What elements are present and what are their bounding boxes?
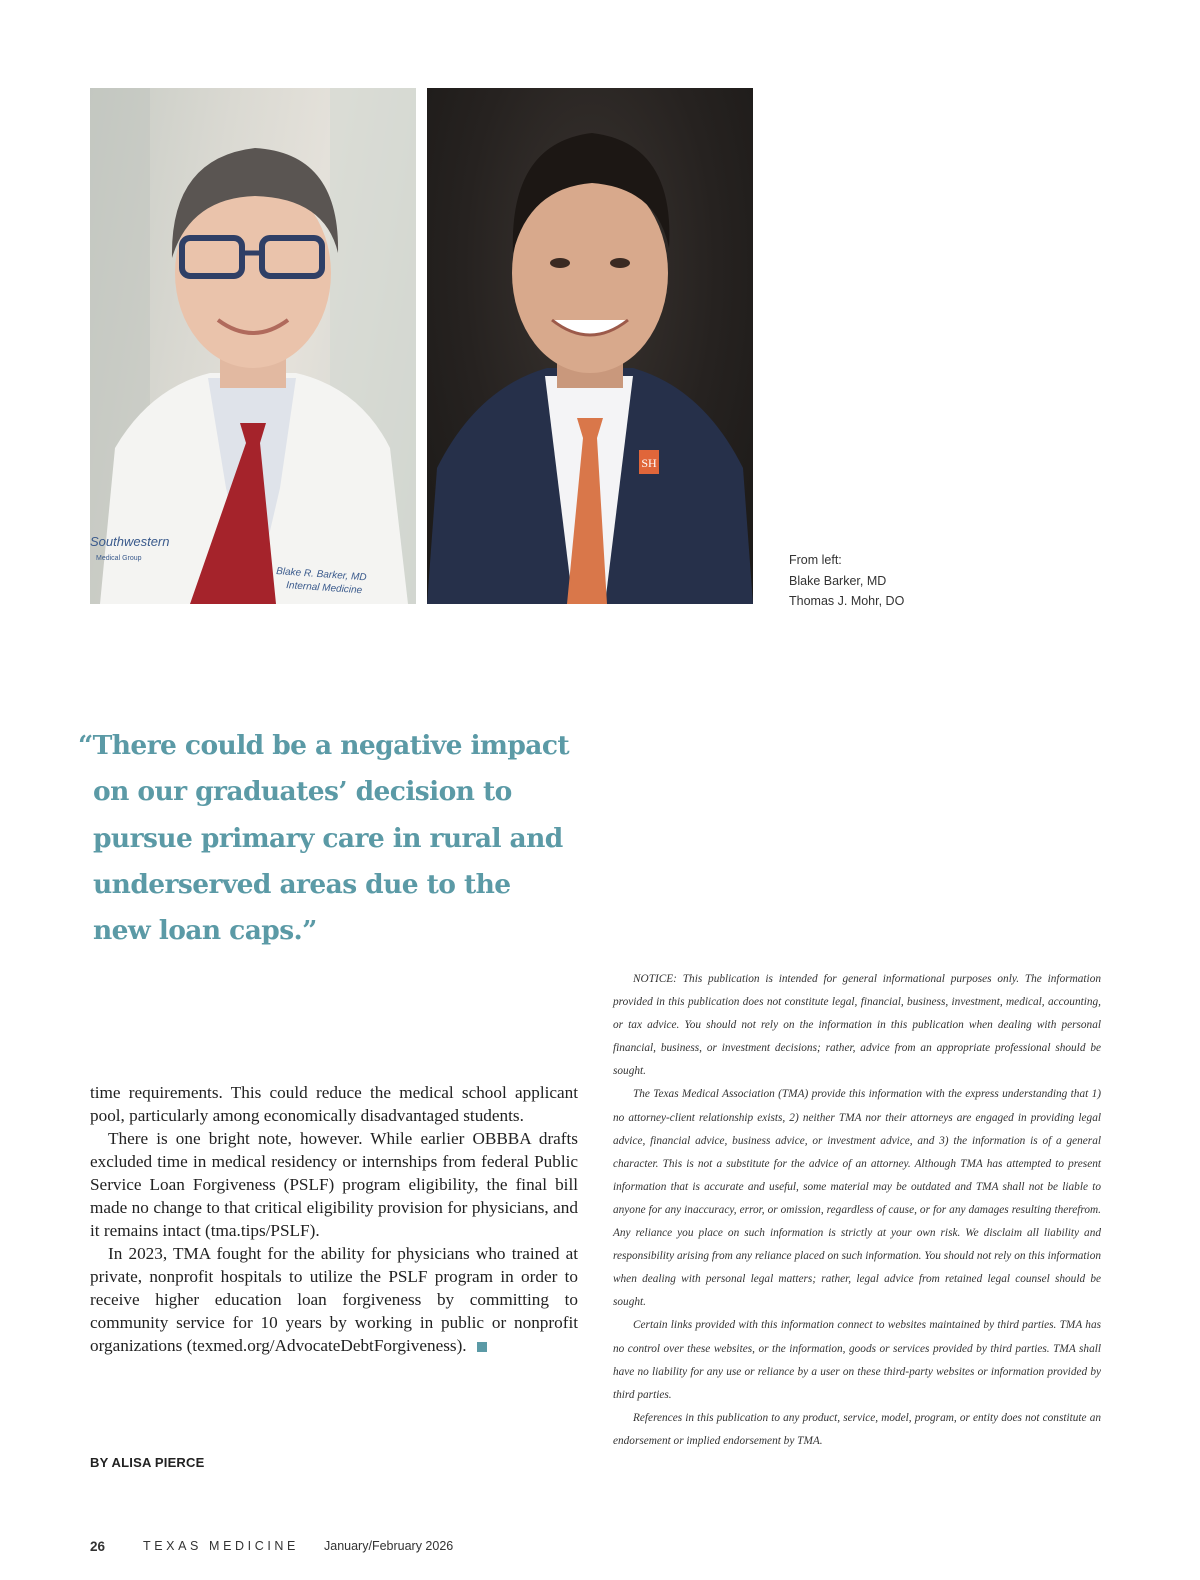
page-footer — [0, 1539, 1200, 1559]
pull-quote-line: on our graduates’ decision to — [93, 776, 512, 808]
photo-caption — [789, 550, 904, 612]
pull-quote-line: pursue primary care in rural and — [93, 822, 563, 854]
caption-line: Thomas J. Mohr, DO — [789, 594, 905, 608]
pull-quote-line: underserved areas due to the — [93, 868, 511, 900]
pull-quote — [78, 723, 598, 954]
body-paragraph-last — [90, 1242, 578, 1357]
coat-logo: Southwestern — [90, 534, 170, 549]
portrait-photo-blake-barker — [90, 88, 416, 604]
pull-quote-line: new loan caps.” — [93, 915, 317, 947]
portrait-illustration — [427, 88, 753, 604]
body-paragraph-text: In 2023, TMA fought for the ability for physicians who trained at private, nonprofit hospitals to utilize the PSLF program in order to receive higher education loan forgiveness by committing to community service for 10 years by working in public or nonprofit organizations (texmed.org/AdvocateDebtForgiveness). — [90, 1244, 578, 1355]
page-number: 26 — [90, 1539, 106, 1554]
body-paragraph: time requirements. This could reduce the medical school applicant pool, particularly among economically disadvantaged students. — [90, 1083, 578, 1125]
legal-notice — [613, 968, 1101, 1453]
portrait-photo-thomas-mohr — [427, 88, 753, 604]
lapel-pin-text: SH — [641, 456, 657, 470]
byline: BY ALISA PIERCE — [90, 1455, 205, 1470]
article-body — [90, 1081, 578, 1357]
caption-line: From left: — [789, 553, 842, 567]
notice-paragraph: The Texas Medical Association (TMA) provide this information with the express understanding that 1) no attorney-client relationship exists, 2) neither TMA nor their attorneys are engaged in providing legal advice, financial advice, business advice, or investment advice, and 3) the information is of a general character. This is not a substitute for the advice of an attorney. Although TMA has attempted to present information that is accurate and useful, some material may be outdated and TMA shall not be liable to anyone for any inaccuracy, error, or omission, regardless of cause, or for any damages resulting therefrom. Any reliance you place on such information is strictly at your own risk. We disclaim all liability and responsibility arising from any reliance placed on such information. You should not rely on this information when dealing with personal legal matters; rather, legal advice from retained legal counsel should be sought. — [613, 1088, 1101, 1309]
issue-date: January/February 2026 — [324, 1539, 454, 1553]
coat-logo-sub: Medical Group — [96, 555, 142, 562]
pull-quote-line: “There could be a negative impact — [78, 730, 570, 761]
magazine-name: TEXAS MEDICINE — [143, 1539, 299, 1553]
portrait-illustration — [90, 88, 416, 604]
coat-name: Blake R. Barker, MD — [275, 566, 367, 584]
end-of-article-mark — [477, 1342, 487, 1352]
coat-dept: Internal Medicine — [285, 580, 363, 597]
caption-line: Blake Barker, MD — [789, 573, 887, 588]
body-paragraph: There is one bright note, however. While earlier OBBBA drafts excluded time in medical residency or internships from federal Public Service Loan Forgiveness (PSLF) program eligibility, the final bill made no change to that critical eligibility provision for physicians, and it remains intact (tma.tips/PSLF). — [90, 1129, 578, 1240]
notice-paragraph: Certain links provided with this information connect to websites maintained by third parties. TMA has no control over these websites, or the information, goods or services provided by third parties. TMA shall have no liability for any use or reliance by a user on these third-party websites or information provided by third parties. — [613, 1319, 1101, 1401]
notice-paragraph: References in this publication to any product, service, model, program, or entity does not constitute an endorsement or implied endorsement by TMA. — [613, 1411, 1101, 1447]
notice-paragraph: NOTICE: This publication is intended for general informational purposes only. The information provided in this publication does not constitute legal, financial, business, investment, medical, accounting, or tax advice. You should not rely on the information in this publication when dealing with personal financial, business, or investment decisions; rather, advice from an appropriate professional should be sought. — [613, 973, 1101, 1078]
